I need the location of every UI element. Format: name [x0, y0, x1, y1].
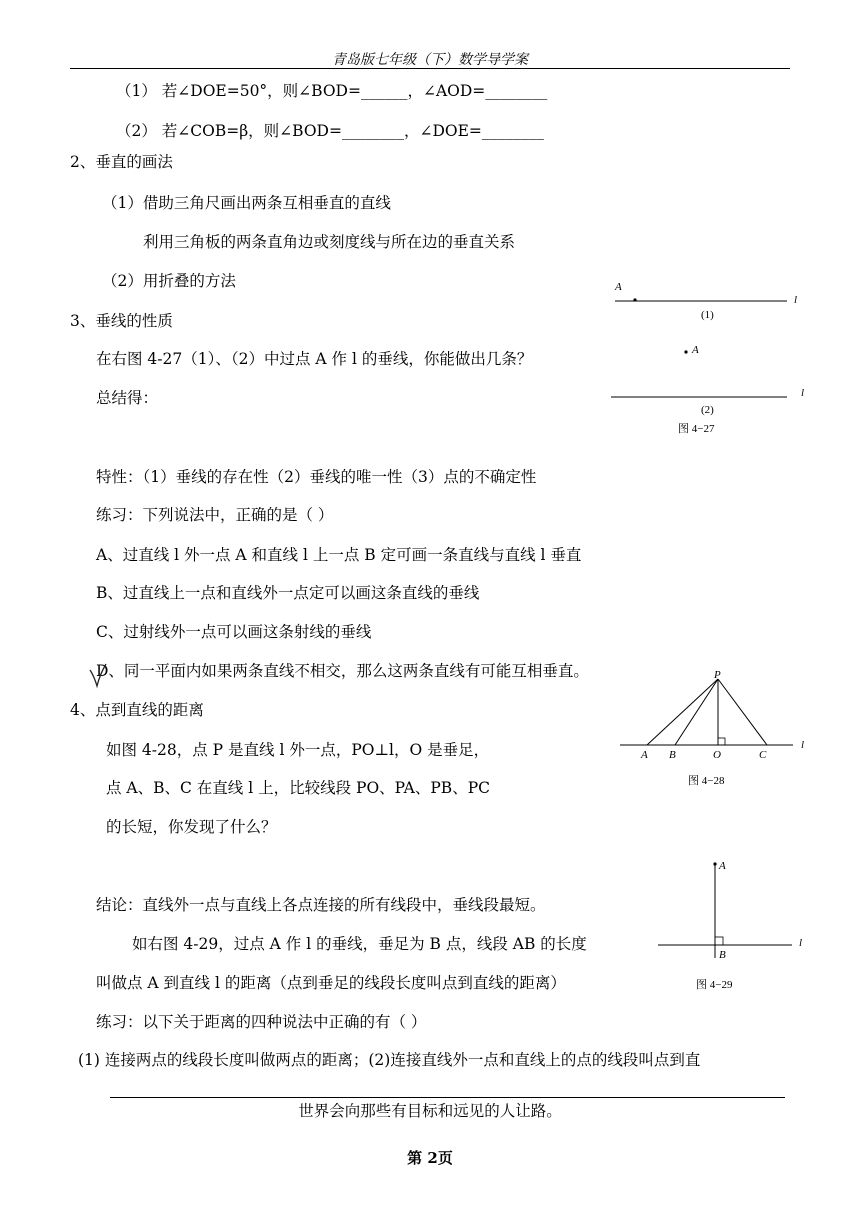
- label-p: P: [714, 669, 721, 681]
- fig-4-28-text-3: 的长短，你发现了什么？: [106, 818, 277, 836]
- label-a: A: [641, 749, 648, 761]
- right-angle-mark: [718, 738, 725, 745]
- page-number: 第 2页: [407, 1149, 453, 1167]
- page-header-title: 青岛版七年级（下）数学导学案: [332, 52, 528, 68]
- fig27-1-line-label: l: [794, 294, 798, 306]
- practice-question-1: 练习：下列说法中，正确的是（ ）: [96, 506, 334, 524]
- fig27-2-caption: (2): [701, 404, 714, 416]
- conclusion-text: 结论：直线外一点与直线上各点连接的所有线段中，垂线段最短。: [96, 896, 546, 914]
- footer-motto: 世界会向那些有目标和远见的人让路。: [298, 1102, 562, 1120]
- practice-statement-1: (1) 连接两点的线段长度叫做两点的距离；(2)连接直线外一点和直线上的点的线段叫点到直: [78, 1051, 701, 1069]
- method-1-detail: 利用三角板的两条直角边或刻度线与所在边的垂直关系: [143, 233, 516, 251]
- figure-4-28: [615, 668, 820, 793]
- footer-rule: [110, 1097, 785, 1098]
- fig29-label-b: B: [719, 949, 726, 961]
- fig27-1-point-label: A: [615, 281, 622, 293]
- question-fig-4-27: 在右图 4-27（1）、（2）中过点 A 作 l 的垂线，你能做出几条？: [96, 350, 533, 368]
- section-heading-perpendicular-drawing: 2、垂直的画法: [70, 153, 173, 171]
- fig28-line-label: l: [801, 739, 805, 751]
- section-heading-point-line-distance: 4、点到直线的距离: [70, 701, 204, 719]
- segment-pa: [647, 679, 718, 745]
- fig-4-29-text-1: 如右图 4-29，过点 A 作 l 的垂线，垂足为 B 点，线段 AB 的长度: [132, 935, 587, 953]
- fig-4-28-text-1: 如图 4-28，点 P 是直线 l 外一点，PO⊥l，O 是垂足，: [106, 741, 490, 759]
- method-2-text: （2）用折叠的方法: [102, 272, 236, 290]
- option-a: A、过直线 l 外一点 A 和直线 l 上一点 B 定可画一条直线与直线 l 垂直: [96, 546, 582, 564]
- exercise-line-1: （1） 若∠DOE=50°，则∠BOD=______，∠AOD=________: [116, 82, 548, 100]
- option-c: C、过射线外一点可以画这条射线的垂线: [96, 623, 372, 641]
- fig29-label-a: A: [719, 860, 726, 872]
- fig27-1-caption: (1): [701, 309, 714, 321]
- label-b: B: [669, 749, 676, 761]
- fig27-2-point-a: [684, 350, 687, 353]
- fig27-2-line-label: l: [801, 387, 805, 399]
- segment-pc: [718, 679, 767, 745]
- fig29-line-label: l: [799, 937, 803, 949]
- fig-4-28-text-2: 点 A、B、C 在直线 l 上，比较线段 PO、PA、PB、PC: [106, 779, 490, 797]
- fig28-caption: 图 4−28: [688, 775, 725, 787]
- method-1-text: （1）借助三角尺画出两条互相垂直的直线: [102, 194, 391, 212]
- option-d: D、同一平面内如果两条直线不相交，那么这两条直线有可能互相垂直。: [96, 662, 589, 680]
- exercise-line-2: （2） 若∠COB=β，则∠BOD=________，∠DOE=________: [116, 122, 544, 140]
- fig29-caption: 图 4−29: [696, 979, 733, 991]
- label-c: C: [759, 749, 767, 761]
- fig-4-29-text-2: 叫做点 A 到直线 l 的距离（点到垂足的线段长度叫点到直线的距离）: [96, 974, 566, 992]
- option-b: B、过直线上一点和直线外一点定可以画这条直线的垂线: [96, 584, 480, 602]
- properties-text: 特性：（1）垂线的存在性（2）垂线的唯一性（3）点的不确定性: [96, 468, 537, 486]
- figure-4-29: [655, 855, 820, 995]
- header-rule: [70, 68, 790, 69]
- section-heading-perpendicular-properties: 3、垂线的性质: [70, 312, 173, 330]
- fig27-2-point-label: A: [692, 344, 699, 356]
- label-o: O: [713, 749, 721, 761]
- segment-pb: [675, 679, 718, 745]
- handwritten-check-mark: [88, 662, 108, 690]
- fig27-caption: 图 4−27: [678, 423, 715, 435]
- summary-label: 总结得：: [96, 389, 159, 407]
- figure-4-27: [600, 278, 820, 443]
- fig29-right-angle: [715, 937, 723, 945]
- practice-question-2: 练习：以下关于距离的四种说法中正确的有（ ）: [96, 1013, 427, 1031]
